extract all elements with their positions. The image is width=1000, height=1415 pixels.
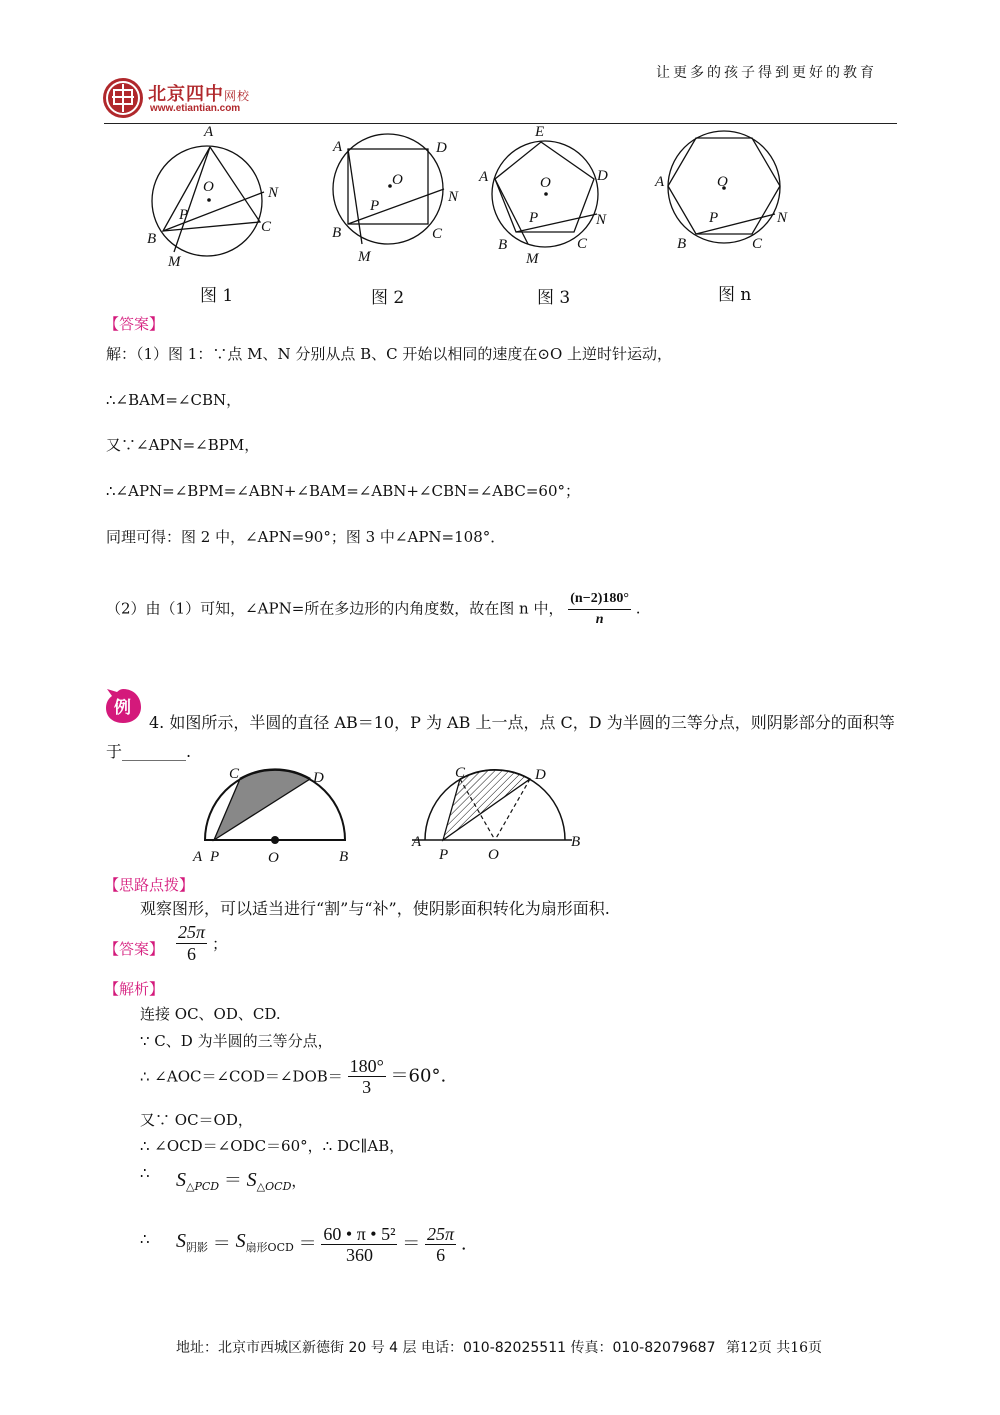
analysis-line-7-end: . [460,1233,467,1255]
fig3-label-m: M [526,251,539,267]
analysis-line-7-s2: S [235,1230,246,1252]
semi-right-label-a: A [412,834,422,850]
answer4-tag: 【答案】 [104,940,165,958]
answer4-fraction [176,922,207,965]
semi-right-label-p: P [439,847,449,863]
analysis-line-3 [140,1056,446,1097]
fig2-label-d: D [436,140,447,156]
analysis-line-7-eq1: ＝ [212,1233,231,1255]
fig3-label-p: P [529,210,539,226]
analysis-line-7-eq2: ＝ [298,1233,317,1255]
fig3-label-d: D [597,168,608,184]
answer1-part2-denominator: n [595,612,604,627]
hint-tag: 【思路点拨】 [104,876,195,894]
semi-left-label-p: P [210,849,220,865]
analysis-line-7-therefore: ∴ [140,1230,150,1248]
answer4-numerator: 25π [178,922,206,942]
answer1-part2-text: （2）由（1）可知，∠APN=所在多边形的内角度数，故在图 n 中， [106,599,564,618]
analysis-line-7-sub2: 扇形OCD [245,1241,294,1254]
answer1-line-2: ∴∠BAM=∠CBN， [106,391,242,409]
logo-sub-text: 网校 [224,89,251,103]
logo-name-text: 北京四中 [148,84,224,105]
semi-left-label-c: C [229,766,240,782]
footer-address: 地址：北京市西城区新德街 20 号 4 层 电话：010-82025511 传真：010-82079687 [176,1340,716,1356]
fig1-label-m: M [168,254,181,270]
analysis-line-7 [176,1224,467,1265]
semi-right-label-o: O [488,847,499,863]
caption-fig-2: 图 2 [371,288,405,308]
header-slogan: 让更多的孩子得到更好的教育 [656,65,877,81]
semi-left-label-b: B [339,849,349,865]
answer1-part2-numerator: (n−2)180° [568,589,631,610]
fig1-label-n: N [268,185,279,201]
fig2-label-a: A [333,139,343,155]
fig2-label-b: B [332,225,342,241]
caption-fig-3: 图 3 [537,288,571,308]
answer1-line-1: 解：（1）图 1：∵点 M、N 分别从点 B、C 开始以相同的速度在⊙O 上逆时针运动， [106,345,673,363]
analysis-line-6-end: ， [291,1172,307,1190]
analysis-line-7-fraction2 [425,1224,456,1265]
analysis-line-3-numerator: 180° [349,1056,384,1076]
fign-label-c: C [752,236,763,252]
fig1-label-o: O [203,179,214,195]
semi-left-label-d: D [313,770,324,786]
analysis-line-7-denominator1: 360 [345,1245,373,1265]
analysis-line-7-sub1: 阴影 [186,1241,208,1254]
caption-fig-1: 图 1 [200,286,234,306]
semi-right-label-c: C [455,765,466,781]
analysis-line-6-s2: S [246,1169,257,1191]
analysis-line-7-eq3: ＝ [402,1233,421,1255]
analysis-line-3-fraction [348,1056,386,1097]
analysis-tag: 【解析】 [104,980,165,998]
analysis-line-3-denominator: 3 [362,1077,372,1097]
fig2-label-n: N [448,189,459,205]
answer4-denominator: 6 [187,944,197,964]
fig2-label-o: O [392,172,403,188]
analysis-line-6-sub2: △OCD [256,1180,292,1193]
fig1-label-c: C [261,219,272,235]
example-badge-text: 例 [114,698,131,718]
analysis-line-7-denominator2: 6 [436,1245,446,1265]
answer1-line-3: 又∵∠APN=∠BPM， [106,436,260,454]
analysis-line-7-s1: S [176,1230,186,1252]
answer1-part2 [106,589,641,630]
analysis-line-2: ∵ C、D 为半圆的三等分点， [140,1032,333,1050]
analysis-line-6-sub1: △PCD [186,1180,220,1193]
analysis-line-1: 连接 OC、OD、CD. [140,1005,281,1023]
logo-icon [100,76,146,120]
semi-right-label-b: B [571,834,581,850]
analysis-line-3-post: ＝60°. [390,1065,447,1087]
fign-label-o: O [717,174,728,190]
answer1-line-5: 同理可得：图 2 中，∠APN=90°；图 3 中∠APN=108°． [106,528,506,546]
answer4-end: ； [212,935,228,953]
answer1-part2-end: . [635,599,641,618]
example4-question-line1: 4. 如图所示，半圆的直径 AB＝10，P 为 AB 上一点，点 C，D 为半圆的三等分点，则阴影部分的面积等 [149,713,895,732]
fign-label-p: P [709,210,719,226]
answer1-part2-fraction [568,589,631,630]
fig1-label-b: B [147,231,157,247]
fig3-label-c: C [577,236,588,252]
answer4-value [176,922,227,965]
fign-label-b: B [677,236,687,252]
semicircle-figures [180,760,620,870]
semi-left-label-o: O [268,850,279,866]
figure-2 [333,134,444,244]
analysis-line-7-fraction1 [321,1224,397,1265]
fign-label-a: A [655,174,665,190]
fig1-label-p: P [179,207,189,223]
analysis-line-4: 又∵ OC＝OD， [140,1111,253,1129]
fig3-label-n: N [596,212,607,228]
example-badge-icon [103,686,143,726]
footer-page-number: 第12页 共16页 [725,1340,823,1356]
semi-left-label-a: A [193,849,203,865]
fig3-label-a: A [479,169,489,185]
fig1-label-a: A [204,124,214,140]
analysis-line-5: ∴ ∠OCD＝∠ODC＝60°，∴ DC∥AB， [140,1137,405,1155]
analysis-line-6 [176,1170,306,1197]
fig3-label-e: E [535,124,545,140]
analysis-line-6-s1: S [176,1169,186,1191]
analysis-line-6-therefore: ∴ [140,1164,150,1182]
answer-tag: 【答案】 [104,315,165,333]
answer1-line-4: ∴∠APN=∠BPM=∠ABN+∠BAM=∠ABN+∠CBN=∠ABC=60°； [106,482,581,500]
caption-fig-n: 图 n [718,285,752,305]
analysis-line-3-pre: ∴ ∠AOC＝∠COD＝∠DOB＝ [140,1067,343,1086]
analysis-line-7-numerator1: 60 • π • 5² [323,1224,396,1244]
analysis-line-7-numerator2: 25π [427,1224,455,1244]
page-footer [176,1337,822,1357]
fign-label-n: N [777,210,788,226]
fig2-label-c: C [432,226,443,242]
hint-text: 观察图形，可以适当进行“割”与“补”，使阴影面积转化为扇形面积. [140,899,610,918]
fig2-label-p: P [370,198,380,214]
logo-url: www.etiantian.com [150,103,241,114]
fig3-label-b: B [498,237,508,253]
analysis-line-6-eq: ＝ [223,1170,242,1191]
fig2-label-m: M [358,249,371,265]
semi-right-label-d: D [535,767,546,783]
example4-question-line2: 于________. [106,742,192,761]
fig3-label-o: O [540,175,551,191]
